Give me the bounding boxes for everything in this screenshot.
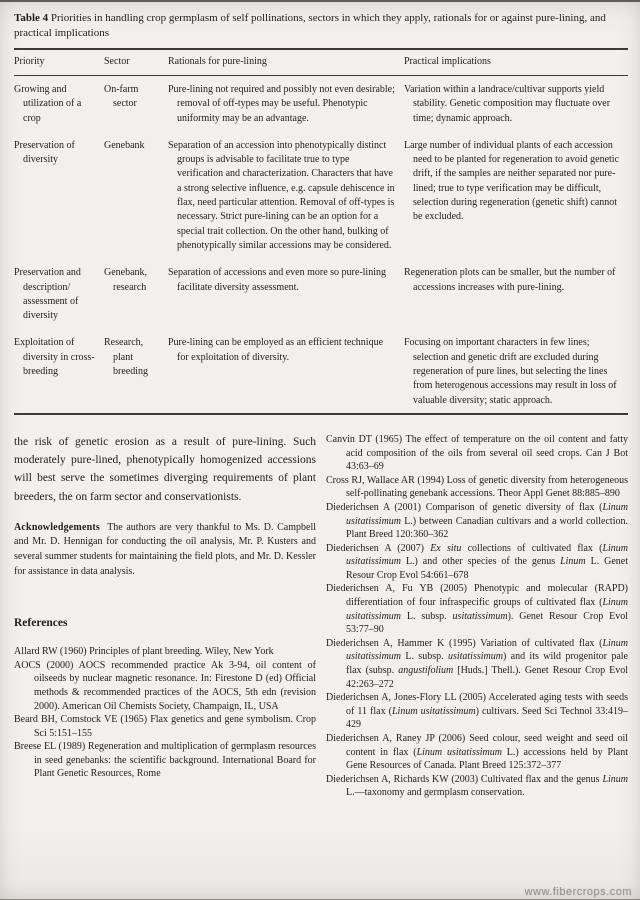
reference-entry: Beard BH, Comstock VE (1965) Flax genetics and gene symbolism. Crop Sci 5:151–155 — [14, 714, 316, 739]
table-cell-rationale: Pure-lining not required and possibly not even desirable; removal of off-types may be useful. Phenotypic uniformity may be an advantage. — [168, 84, 395, 124]
table-body — [14, 76, 628, 415]
table-header-row — [14, 48, 628, 76]
table-caption-text: Priorities in handling crop germplasm of self pollinations, sectors in which they apply, rationals for or against pure-lining, and practical implications — [14, 12, 606, 39]
table-caption-label: Table 4 — [14, 12, 49, 24]
two-column-body — [14, 433, 628, 800]
reference-entry: Cross RJ, Wallace AR (1994) Loss of genetic diversity from heterogeneous self-pollinating genebank accessions. Theor Appl Genet 88:885–890 — [326, 474, 628, 500]
table-cell-implications: Focusing on important characters in few lines; selection and genetic drift are excluded during regeneration of pure lines, but selecting the lines from heterogenous accessions may result in loss of valuable diversity; static approach. — [404, 337, 617, 406]
reference-entry: Diederichsen A, Richards KW (2003) Cultivated flax and the genus Linum L.—taxonomy and germplasm conservation. — [326, 773, 628, 799]
column-header-priority: Priority — [14, 56, 45, 67]
reference-entry: AOCS (2000) AOCS recommended practice Ak 3-94, oil content of oilseeds by nuclear magnetic resonance. In: Firestone D (ed) Official methods & recommended practices of the AOCS, 5th edn (revision 2000). American Oil Chemists Society, Champaign, IL, USA — [14, 659, 316, 712]
acknowledgements-text: The authors are very thankful to Ms. D. Campbell and Mr. D. Hennigan for conducting the oil analysis, Mr. P. Kusters and several summer students for maintaining the field plots, and Mr. D. Kessler for assistance in data analysis. — [14, 521, 317, 577]
table-cell-priority: Growing and utilization of a crop — [14, 84, 82, 124]
references-list-right — [326, 433, 628, 800]
acknowledgements-label: Acknowledgements — [14, 521, 100, 533]
table-cell-rationale: Separation of accessions and even more so pure-lining facilitate diversity assessment. — [168, 267, 386, 293]
table-cell-priority: Exploitation of diversity in cross-breeding — [14, 337, 95, 378]
left-column — [14, 433, 316, 800]
reference-entry: Breese EL (1989) Regeneration and multiplication of germplasm resources in seed genebanks: the scientific background. International Board for Plant Genetic Resources, Rome — [14, 741, 316, 780]
table-cell-sector: Genebank, research — [104, 267, 148, 293]
reference-entry: Diederichsen A (2001) Comparison of genetic diversity of flax (Linum usitatissimum L.) between Canadian cultivars and a world collection. Plant Breed 120:360–362 — [326, 501, 628, 541]
reference-entry: Diederichsen A, Jones-Flory LL (2005) Accelerated aging tests with seeds of 11 flax (Linum usitatissimum) cultivars. Seed Sci Technol 33:419–429 — [326, 692, 628, 731]
table-cell-sector: Research, plant breeding — [104, 337, 148, 378]
column-header-sector: Sector — [104, 56, 130, 67]
body-paragraph: the risk of genetic erosion as a result of pure-lining. Such moderately pure-lined, phenotypically homogenized accessions will best serve the sometimes diverging requirements of plant breeders, the on farm sector and conservationists. — [14, 435, 316, 503]
column-header-rationale: Rationals for pure-lining — [168, 56, 267, 67]
table-cell-rationale: Pure-lining can be employed as an efficient technique for exploitation of diversity. — [168, 337, 384, 363]
table-cell-implications: Large number of individual plants of each accession need to be planted for regeneration to avoid genetic drift, if the samples are neither separated nor pure-lined; true to type verification may be difficult, selection during regeneration (genetic shift) cannot be excluded. — [404, 139, 620, 223]
table-cell-priority: Preservation and description/ assessment of diversity — [14, 267, 81, 322]
references-heading: References — [14, 617, 68, 630]
priorities-table — [14, 48, 628, 415]
right-column — [326, 433, 628, 800]
column-header-implications: Practical implications — [404, 56, 491, 67]
reference-entry: Allard RW (1960) Principles of plant breeding. Wiley, New York — [14, 646, 274, 658]
table-caption — [14, 11, 628, 40]
reference-entry: Canvin DT (1965) The effect of temperature on the oil content and fatty acid composition of the oils from several oil seed crops. Can J Bot 43:63–69 — [326, 433, 628, 473]
table-cell-implications: Variation within a landrace/cultivar supports yield stability. Genetic composition may fluctuate over time; dynamic approach. — [404, 84, 611, 124]
table-cell-sector: On-farm sector — [104, 84, 139, 110]
acknowledgements-paragraph — [14, 521, 316, 579]
table-cell-priority: Preservation of diversity — [14, 139, 75, 166]
references-list-left — [14, 645, 316, 781]
table-cell-rationale: Separation of an accession into phenotypically distinct groups is advisable to facilitate true to type verification and characterization. Characters that have a strong selective influence, e.g. capsule dehiscence in flax, need particular attention. Removal of off-types is necessary. Strict pure-lining can be an option for a special trait collection. On the other hand, bulking of phenotypically similar accessions may be considered. — [168, 139, 395, 251]
table-cell-implications: Regeneration plots can be smaller, but the number of accessions increases with pure-lining. — [404, 267, 616, 293]
reference-entry: Diederichsen A, Hammer K (1995) Variation of cultivated flax (Linum usitatissimum L. subsp. usitatissimum) and its wild progenitor pale flax (subsp. angustifolium [Huds.] Thell.). Genet Resour Crop Evol 42:263–272 — [326, 637, 628, 690]
table-cell-sector: Genebank — [104, 139, 145, 151]
reference-entry: Diederichsen A, Raney JP (2006) Seed colour, seed weight and seed oil content in flax (Linum usitatissimum L.) accessions held by Plant Gene Resources of Canada. Plant Breed 125:372–377 — [326, 733, 629, 772]
watermark-url: www.fibercrops.com — [524, 886, 632, 898]
reference-entry: Diederichsen A (2007) Ex situ collections of cultivated flax (Linum usitatissimum L.) and other species of the genus Linum L. Genet Resour Crop Evol 54:661–678 — [326, 542, 628, 581]
reference-entry: Diederichsen A, Fu YB (2005) Phenotypic and molecular (RAPD) differentiation of four infraspecific groups of cultivated flax (Linum usitatissimum L. subsp. usitatissimum). Genet Resour Crop Evol 53:77–90 — [326, 583, 628, 636]
